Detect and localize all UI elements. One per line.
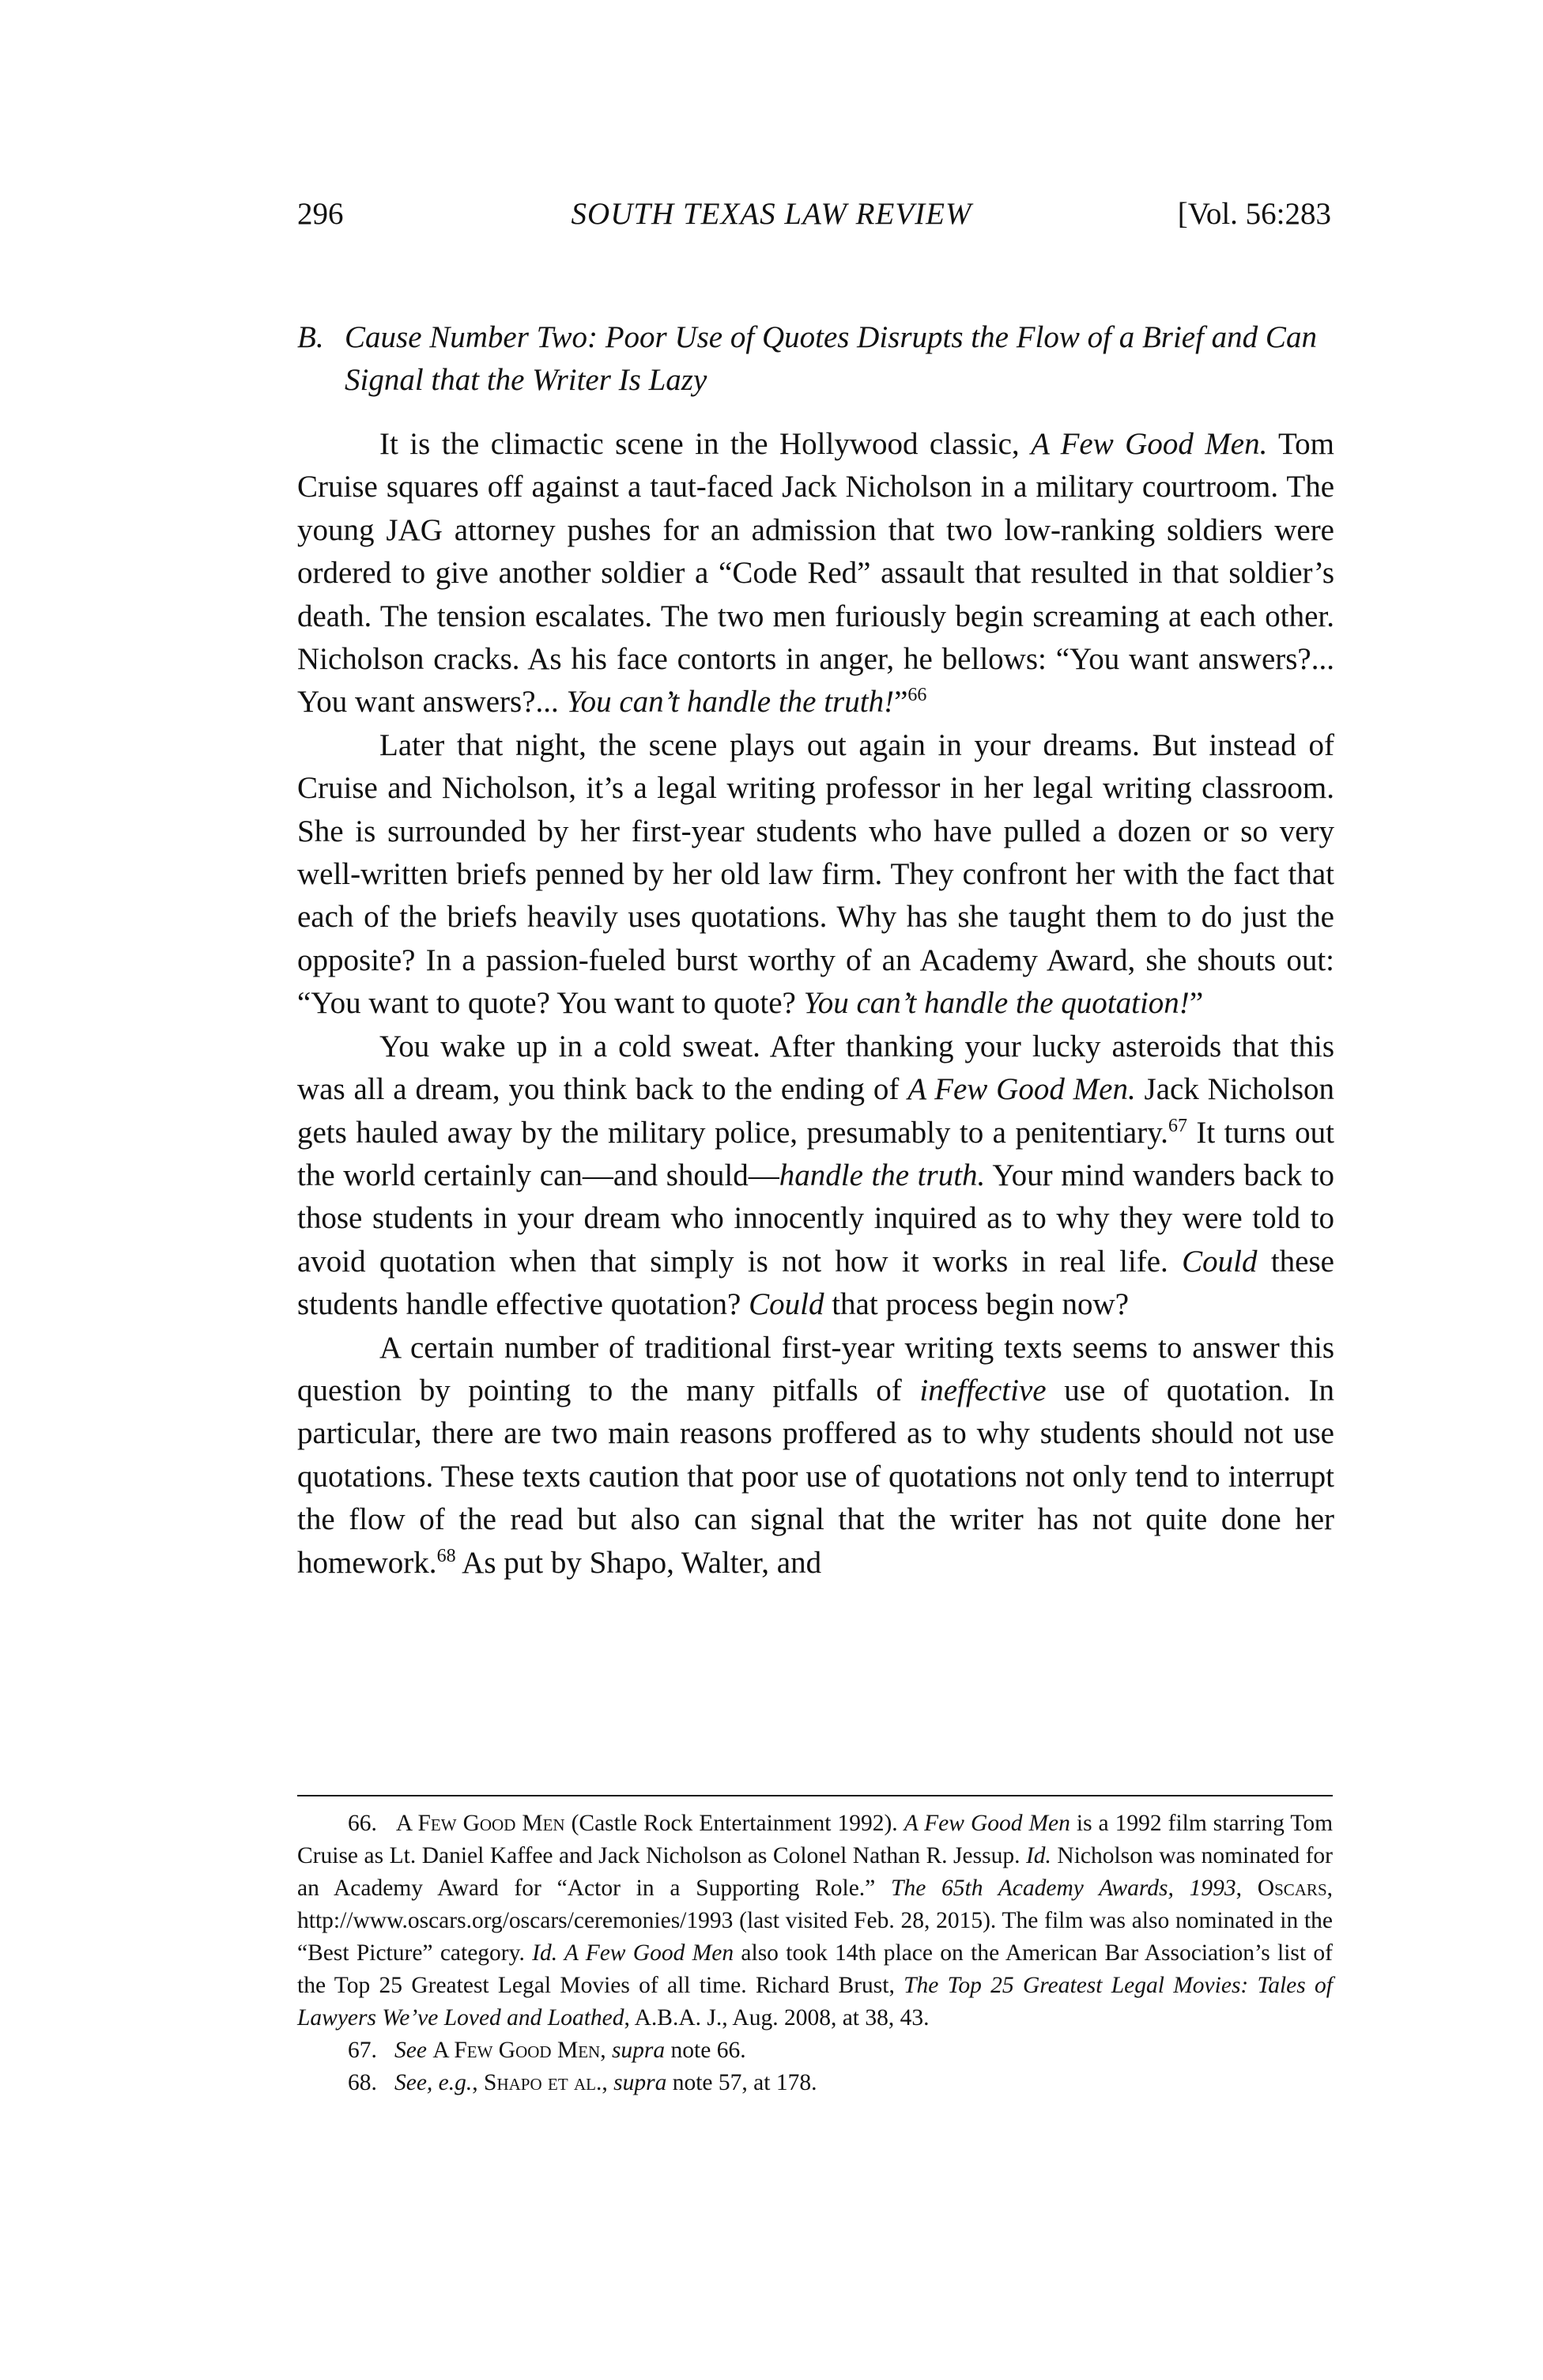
paragraph-4: A certain number of traditional first-year writing texts seems to answer this question by pointing to the many pitfalls of ineffective use of quotation. In particular, there are two main reasons proffered as to why students should not use quotations. These texts caution that poor use of quotations not only tend to interrupt the flow of the read but also can signal that the writer has not quite done her homework.$^{68}$ As put by Shapo, Walter, and — [297, 1330, 1334, 1580]
journal-title: SOUTH TEXAS LAW REVIEW — [571, 197, 972, 231]
footnote-divider — [297, 1795, 1333, 1796]
section-heading — [297, 316, 1333, 402]
footnote-ref-68[interactable]: 68 — [436, 1545, 456, 1566]
page-number: 296 — [297, 197, 344, 231]
section-title: Cause Number Two: Poor Use of Quotes Disrupts the Flow of a Brief and Can Signal that the Writer Is Lazy — [345, 320, 1317, 397]
footnote-68: 68. See, e.g., Shapo et al., supra note 57, at 178. — [348, 2070, 817, 2095]
running-header — [0, 196, 1543, 244]
section-letter: B. — [297, 320, 324, 354]
body-text — [297, 423, 1334, 1585]
footnote-ref-66[interactable]: 66 — [907, 685, 927, 706]
footnote-66: 66. A Few Good Men (Castle Rock Entertainment 1992). A Few Good Men is a 1992 film starring Tom Cruise as Lt. Daniel Kaffee and Jack Nicholson as Colonel Nathan R. Jessup. Id. Nicholson was nominated for an Academy Award for “Actor in a Supporting Role.” The 65th Academy Awards, 1993, Oscars, http://www.oscars.org/oscars/ceremonies/1993 (last visited Feb. 28, 2015). The film was also nominated in the “Best Picture” category. Id. A Few Good Men also took 14th place on the American Bar Association’s list of the Top 25 Greatest Legal Movies of all time. Richard Brust, The Top 25 Greatest Legal Movies: Tales of Lawyers We’ve Loved and Loathed, A.B.A. J., Aug. 2008, at 38, 43. — [297, 1811, 1334, 2031]
footnote-ref-67[interactable]: 67 — [1168, 1115, 1187, 1136]
paragraph-3: You wake up in a cold sweat. After thanking your lucky asteroids that this was all a dream, you think back to the ending of A Few Good Men. Jack Nicholson gets hauled away by the military police, presumably to a penitentiary.$^{67}$ It turns out the world certainly can—and should—handle the truth. Your mind wanders back to those students in your dream who innocently inquired as to why they were told to avoid quotation when that simply is not how it works in real life. Could these students handle effective quotation? Could that process begin now? — [297, 1029, 1335, 1322]
paragraph-2: Later that night, the scene plays out again in your dreams. But instead of Cruise and Nicholson, it’s a legal writing professor in her legal writing classroom. She is surrounded by her first-year students who have pulled a dozen or so very well-written briefs penned by her old law firm. They confront her with the fact that each of the briefs heavily uses quotations. Why has she taught them to do just the opposite? In a passion-fueled burst worthy of an Academy Award, she shouts out: “You want to quote? You want to quote? You can’t handle the quotation!” — [297, 727, 1334, 1021]
footnotes — [297, 1808, 1333, 2099]
paragraph-1: It is the climactic scene in the Hollywood classic, A Few Good Men. Tom Cruise squares off against a taut-faced Jack Nicholson in a military courtroom. The young JAG attorney pushes for an admission that two low-ranking soldiers were ordered to give another soldier a “Code Red” assault that resulted in that soldier’s death. The tension escalates. The two men furiously begin screaming at each other. Nicholson cracks. As his face contorts in anger, he bellows: “You want answers?... You want answers?... You can’t handle the truth!”$^{66}$ — [297, 427, 1334, 720]
footnote-67: 67. See A Few Good Men, supra note 66. — [348, 2038, 746, 2063]
volume-citation: [Vol. 56:283 — [1177, 197, 1331, 231]
